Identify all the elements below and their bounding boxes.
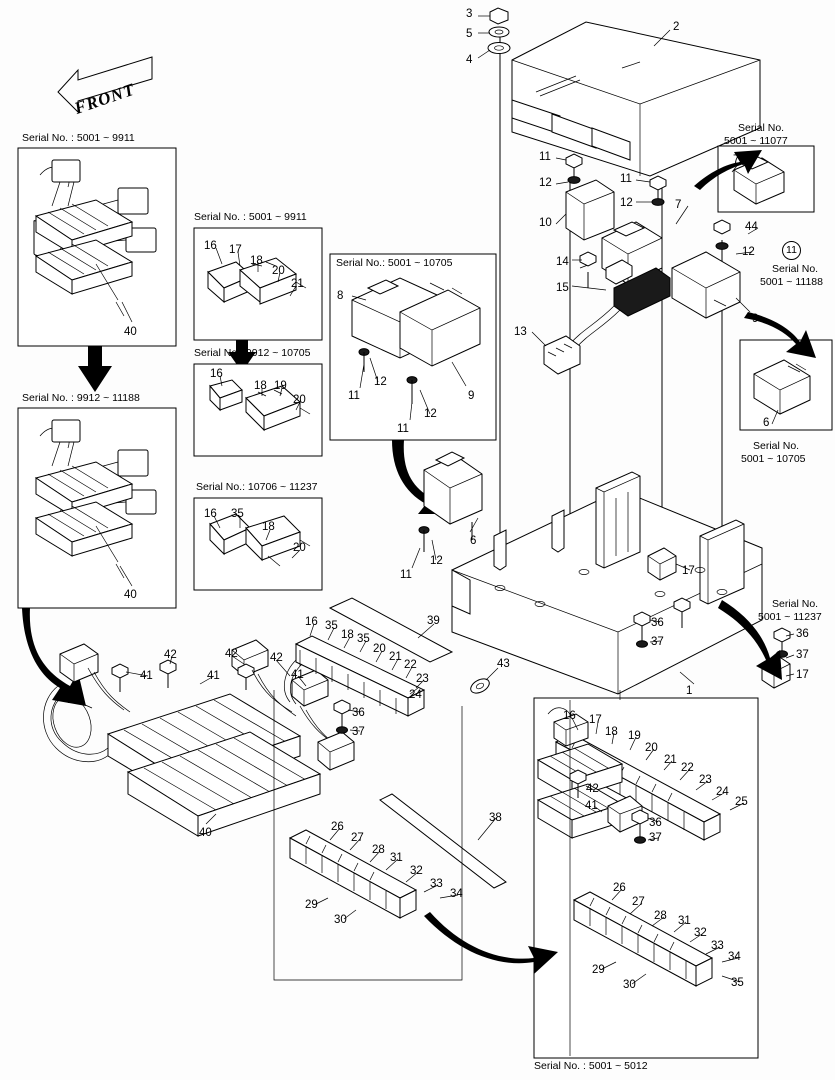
callout-34: 34 [728,951,741,963]
callout-18: 18 [262,521,275,533]
callout-37: 37 [649,832,662,844]
callout-42: 42 [225,648,238,660]
callout-44: 44 [745,221,758,233]
callout-27: 27 [351,832,364,844]
callout-36: 36 [651,617,664,629]
callout-26: 26 [613,882,626,894]
callout-21: 21 [291,278,304,290]
callout-1: 1 [686,685,693,697]
callout-35: 35 [325,620,338,632]
callout-28: 28 [654,910,667,922]
serial-note-right-lower-l2: 5001 ~ 11237 [758,611,822,623]
callout-42: 42 [586,783,599,795]
callout-20: 20 [293,394,306,406]
callout-13: 13 [514,326,527,338]
callout-11: 11 [397,423,409,435]
callout-29: 29 [305,899,318,911]
callout-18: 18 [254,380,267,392]
callout-12: 12 [539,177,552,189]
callout-8: 8 [337,290,344,302]
serial-note-bottom: Serial No. : 5001 ~ 5012 [534,1060,648,1072]
callout-35: 35 [357,633,370,645]
serial-note-top-left: Serial No. : 5001 ~ 9911 [22,132,135,144]
harness-panel-mid-left [18,408,176,608]
callout-22: 22 [681,762,694,774]
serial-note-panel-4: Serial No.: 5001 ~ 10705 [336,257,453,269]
callout-5: 5 [466,28,473,40]
serial-note-box-right-l1: Serial No. [753,440,800,452]
callout-16: 16 [204,508,217,520]
callout-17: 17 [229,244,242,256]
callout-15: 15 [556,282,569,294]
clip-43 [468,676,491,696]
callout-6: 6 [470,535,477,547]
callout-12: 12 [742,246,755,258]
serial-note-panel-2: Serial No.: 9912 ~ 10705 [194,347,311,359]
callout-23: 23 [416,673,429,685]
callout-30: 30 [334,914,347,926]
callout-41: 41 [64,694,77,706]
serial-note-mid-left: Serial No. : 9912 ~ 11188 [22,392,140,404]
callout-43: 43 [497,658,510,670]
callout-21: 21 [389,651,402,663]
callout-19: 19 [274,380,287,392]
callout-17: 17 [682,565,695,577]
callout-20: 20 [373,643,386,655]
callout-23: 23 [699,774,712,786]
callout-17: 17 [589,714,602,726]
panel-relay-right [740,340,832,430]
callout-18: 18 [250,255,263,267]
serial-note-relay-top-l1: Serial No. [738,122,785,134]
callout-12: 12 [620,197,633,209]
bolt-11-12-left [566,154,582,183]
callout-36: 36 [352,707,365,719]
serial-note-box-right-l2: 5001 ~ 10705 [741,453,806,465]
callout-30: 30 [623,979,636,991]
callout-18: 18 [605,726,618,738]
callout-14: 14 [556,256,569,268]
callout-24: 24 [716,786,729,798]
callout-16: 16 [305,616,318,628]
callout-18: 18 [341,629,354,641]
serial-note-panel-3: Serial No.: 10706 ~ 11237 [196,481,318,493]
callout-37: 37 [796,649,809,661]
callout-4: 4 [466,54,473,66]
callout-7: 7 [675,199,682,211]
callout-41: 41 [140,670,153,682]
callout-42: 42 [270,652,283,664]
callout-3: 3 [466,8,473,20]
callout-16: 16 [204,240,217,252]
front-arrow-label: FRONT [72,79,138,118]
callout-38: 38 [489,812,502,824]
callout-29: 29 [592,964,605,976]
serial-note-relay-top-l2: 5001 ~ 11077 [724,135,788,147]
callout-27: 27 [632,896,645,908]
serial-note-right-lower-l1: Serial No. [772,598,819,610]
callout-6: 6 [763,417,770,429]
callout-33: 33 [430,878,443,890]
callout-41: 41 [207,670,220,682]
serial-note-relay-right-l1: Serial No. [772,263,819,275]
callout-32: 32 [694,927,707,939]
serial-note-relay-right-l2: 5001 ~ 11188 [760,276,823,288]
callout-40: 40 [199,827,212,839]
callout-31: 31 [390,852,403,864]
callout-11: 11 [400,569,412,581]
callout-9: 9 [752,313,759,325]
serial-note-panel-1: Serial No. : 5001 ~ 9911 [194,211,307,223]
callout-42: 42 [164,649,177,661]
callout-22: 22 [404,659,417,671]
callout-33: 33 [711,940,724,952]
callout-41: 41 [291,669,304,681]
bolt-11-12-right [650,176,666,205]
harness-assembly-bottom-left [43,640,354,836]
callout-7: 7 [733,154,740,166]
callout-11: 11 [620,173,632,185]
callout-10: 10 [539,217,552,229]
callout-35: 35 [231,508,244,520]
callout-41: 41 [585,800,598,812]
panel-relays-5001-10705 [330,254,496,440]
callout-36: 36 [649,817,662,829]
callout-20: 20 [645,742,658,754]
callout-40: 40 [124,589,137,601]
callout-2: 2 [673,21,680,33]
callout-32: 32 [410,865,423,877]
callout-25: 25 [735,796,748,808]
callout-21: 21 [664,754,677,766]
callout-circled-11: 11 [782,241,801,260]
callout-12: 12 [424,408,437,420]
callout-24: 24 [409,689,422,701]
component-14-15 [544,252,670,374]
callout-28: 28 [372,844,385,856]
callout-31: 31 [678,915,691,927]
callout-17: 17 [796,669,809,681]
component-9-right [672,220,740,318]
callout-11: 11 [539,151,551,163]
callout-37: 37 [352,726,365,738]
callout-12: 12 [374,376,387,388]
callout-39: 39 [427,615,440,627]
callout-20: 20 [272,265,285,277]
callout-16: 16 [563,710,576,722]
callout-11: 11 [348,390,360,402]
harness-panel-top-left [18,148,176,346]
callout-19: 19 [628,730,641,742]
callout-9: 9 [468,390,475,402]
callout-40: 40 [124,326,137,338]
callout-12: 12 [430,555,443,567]
callout-26: 26 [331,821,344,833]
callout-16: 16 [210,368,223,380]
callout-35: 35 [731,977,744,989]
callout-34: 34 [450,888,463,900]
callout-37: 37 [651,636,664,648]
rod-38 [380,794,506,888]
callout-20: 20 [293,542,306,554]
callout-36: 36 [796,628,809,640]
